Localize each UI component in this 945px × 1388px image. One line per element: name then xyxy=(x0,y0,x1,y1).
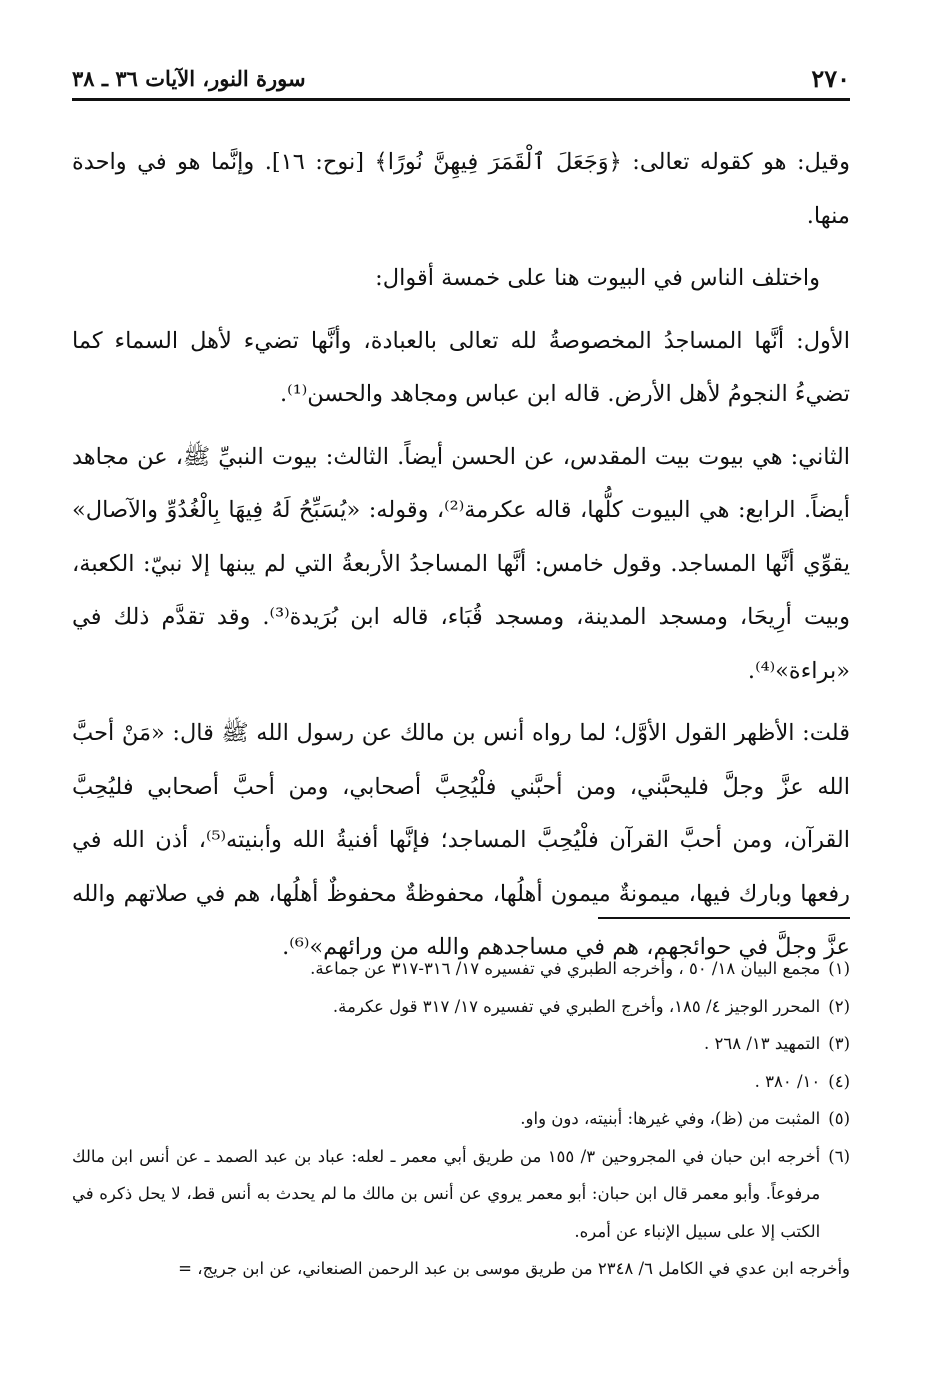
footnote-divider xyxy=(598,917,850,919)
footnote-number: (٦) xyxy=(828,1146,850,1166)
footnote-item xyxy=(72,988,850,1026)
footnote-continuation: وأخرجه ابن عدي في الكامل ٦/ ٢٣٤٨ من طريق موسى بن عبد الرحمن الصنعاني، عن ابن جريج، = xyxy=(178,1259,850,1278)
footnote-item xyxy=(72,1138,850,1251)
footnote-text: أخرجه ابن حبان في المجروحين ٣/ ١٥٥ من طريق أبي معمر ـ لعله: عباد بن عبد الصمد ـ عن أنس ابن مالك مرفوعاً. وأبو معمر قال ابن حبان: أبو معمر يروي عن أنس بن مالك ما لم يحدث به أنس قط، لا يحل ذكره في الكتب إلا على سبيل الإنباء عن أمره. xyxy=(72,1146,821,1241)
footnote-text: المحرر الوجيز ٤/ ١٨٥، وأخرج الطبري في تفسيره ١٧/ ٣١٧ قول عكرمة. xyxy=(332,996,821,1016)
page-header xyxy=(72,58,850,101)
paragraph: قلت: الأظهر القول الأوَّل؛ لما رواه أنس بن مالك عن رسول الله ﷺ قال: «مَنْ أحبَّ الله عزَّ وجلَّ فليحبَّني، ومن أحبَّني فلْيُحِبَّ أصحابي، ومن أحبَّ أصحابي فليُحِبَّ القرآن، ومن أحبَّ القرآن فلْيُحِبَّ المساجد؛ فإنَّها أفنيةُ الله وأبنيته⁽⁵⁾، أذن الله في رفعها وبارك فيها، ميمونةٌ ميمون أهلُها، محفوظةٌ محفوظٌ أهلُها، هم في صلاتهم والله عزَّ وجلَّ في حوائجهم، هم في مساجدهم والله من ورائهم»⁽⁶⁾. xyxy=(72,720,851,960)
footnotes xyxy=(72,950,850,1288)
footnote-number: (٢) xyxy=(828,996,850,1016)
footnote-item xyxy=(72,950,850,988)
footnote-text: ١٠/ ٣٨٠ . xyxy=(754,1071,821,1091)
footnote-item xyxy=(72,1100,850,1138)
footnote-number: (٣) xyxy=(828,1034,850,1053)
footnote-item xyxy=(72,1025,850,1063)
main-text xyxy=(72,136,850,984)
page-number: ٢٧٠ xyxy=(811,63,850,93)
paragraph: واختلف الناس في البيوت هنا على خمسة أقوال: xyxy=(375,265,820,291)
footnote-text: التمهيد ١٣/ ٢٦٨ . xyxy=(703,1034,821,1053)
footnote-item xyxy=(72,1063,850,1101)
footnote-number: (١) xyxy=(828,959,850,978)
footnote-text: المثبت من (ظ)، وفي غيرها: أبنيته، دون واو. xyxy=(520,1109,821,1128)
paragraph: الأول: أنَّها المساجدُ المخصوصةُ لله تعالى بالعبادة، وأنَّها تضيء لأهل السماء كما تضيءُ النجومُ لأهل الأرض. قاله ابن عباس ومجاهد والحسن⁽¹⁾. xyxy=(72,327,850,407)
footnote-number: (٥) xyxy=(828,1109,850,1128)
footnote-text: مجمع البيان ١٨/ ٥٠ ، وأخرجه الطبري في تفسيره ١٧/ ٣١٦-٣١٧ عن جماعة. xyxy=(310,959,821,978)
paragraph: وقيل: هو كقوله تعالى: ﴿وَجَعَلَ ٱلْقَمَرَ فِيهِنَّ نُورًا﴾ [نوح: ١٦]. وإنَّما هو في واحدة منها. xyxy=(72,149,850,229)
paragraph: الثاني: هي بيوت بيت المقدس، عن الحسن أيضاً. الثالث: بيوت النبيِّ ﷺ، عن مجاهد أيضاً. الرابع: هي البيوت كلُّها، قاله عكرمة⁽²⁾، وقوله: «يُسَبِّحُ لَهُ فِيهَا بِالْغُدُوِّ والآصال» يقوِّي أنَّها المساجد. وقول خامس: أنَّها المساجدُ الأربعةُ التي لم يبنها إلا نبيّ: الكعبة، وبيت أرِيحَا، ومسجد المدينة، ومسجد قُبَاء، قاله ابن بُرَيدة⁽³⁾. وقد تقدَّم ذلك في «براءة»⁽⁴⁾. xyxy=(72,443,850,684)
running-title: سورة النور، الآيات ٣٦ ـ ٣٨ xyxy=(72,65,306,91)
footnote-number: (٤) xyxy=(828,1071,850,1091)
